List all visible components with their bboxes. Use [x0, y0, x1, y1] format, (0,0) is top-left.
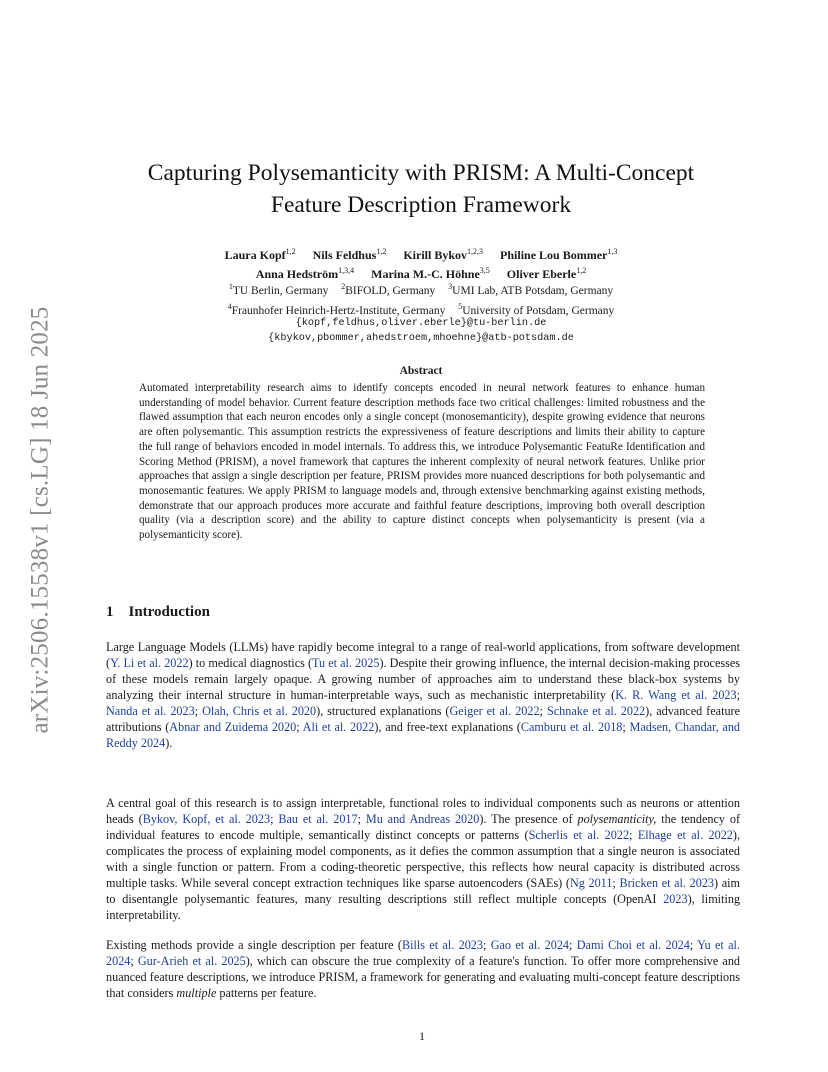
author-affiliation-marker: 3,5 [479, 266, 490, 275]
citation-link[interactable]: Gur-Arieh et al. 2025 [137, 954, 246, 968]
paragraph-text: ; [629, 828, 638, 842]
paragraph-text: the tendency of individual features to encode multiple, semantically distinct concepts or patterns ( [106, 812, 740, 842]
paragraph-text: ), complicates the process of explaining model components, as it defies the common assumption that a single neuron is associated with a single function or pattern. From a coding-theoretic perspective, this reflects how neural capacity is distributed across multiple tasks. While several concept extraction techniques like sparse autoencoders (SAEs) ( [106, 828, 741, 890]
paragraph-text: ). The presence of [479, 812, 578, 826]
paragraph-text: ), which can obscure the true complexity of a feature's function. To offer more comprehensive and nuanced feature descriptions, we introduce PRISM, a framework for generating and evaluating multi-concept feature descriptions that considers [106, 954, 741, 1000]
paragraph-text: ) to medical diagnostics ( [188, 656, 313, 670]
paragraph-text: ; [736, 688, 740, 702]
author-affiliation-marker: 1,3 [607, 247, 618, 256]
paragraph-text: ; [482, 938, 491, 952]
author-affiliation-marker: 1,3,4 [338, 266, 355, 275]
citation-link[interactable]: Olah, Chris et al. 2020 [202, 704, 317, 718]
author-name: Oliver Eberle [506, 267, 577, 281]
paper-title-line-2: Feature Description Framework [270, 192, 572, 218]
paragraph-text: ; [357, 812, 366, 826]
paragraph-text: ; [130, 954, 138, 968]
author-affiliation-marker: 1,2 [285, 247, 296, 256]
abstract-text: Automated interpretability research aims to identify concepts encoded in neural network features to enhance human understanding of model behavior. Current feature description methods face two critical challenges: limited robustness and the flawed assumption that each neuron encodes only a single concept (monosemanticity), despite growing evidence that neurons are often polysemantic. This assumption restricts the expressiveness of feature descriptions and limits their ability to capture the full range of behaviors encoded in model internals. To address this, we introduce Polysemantic FeatuRe Identification and Scoring Method (PRISM), a novel framework that captures the inherent complexity of neural network features. Unlike prior approaches that assign a single description per feature, PRISM provides more nuanced descriptions for both polysemantic and monosemantic features. We apply PRISM to language models and, through extensive benchmarking against existing methods, demonstrate that our approach produces more accurate and faithful feature descriptions, improving both overall description quality (via a description score) and the ability to capture distinct concepts when polysemanticity is present (via a polysemanticity score). [139, 382, 705, 542]
affiliation-name: BIFOLD, Germany [345, 284, 436, 297]
citation-link[interactable]: Bau et al. 2017 [278, 812, 358, 826]
citation-link[interactable]: Ali et al. 2022 [302, 720, 375, 734]
citation-link[interactable]: Ng 2011 [569, 876, 613, 890]
citation-link[interactable]: Scherlis et al. 2022 [528, 828, 630, 842]
citation-link[interactable]: Madsen, Chandar, and Reddy 2024 [106, 720, 741, 750]
citation-link[interactable]: Yu et al. 2024 [106, 938, 740, 968]
body-paragraph [106, 937, 740, 1001]
paragraph-text: ; [194, 704, 203, 718]
affiliation-marker: 1 [228, 282, 233, 291]
author-name: Anna Hedström [255, 267, 339, 281]
citation-link[interactable]: Elhage et al. 2022 [637, 828, 733, 842]
author-name: Philine Lou Bommer [500, 248, 608, 262]
affiliation-name: Fraunhofer Heinrich-Hertz-Institute, Germany [231, 304, 446, 317]
citation-link[interactable]: Gao et al. 2024 [490, 938, 570, 952]
affiliation [341, 282, 436, 297]
paragraph-text: ; [569, 938, 577, 952]
affiliation-list [110, 279, 732, 319]
author-affiliation-marker: 1,2,3 [467, 247, 484, 256]
emphasized-text: multiple [176, 986, 217, 1000]
author-name: Kirill Bykov [403, 248, 468, 262]
citation-link[interactable]: Dami Choi et al. 2024 [576, 938, 690, 952]
body-paragraph [106, 639, 740, 751]
paragraph-text: ), advanced feature attributions ( [106, 704, 741, 734]
email-atb-potsdam: {kbykov,pbommer,ahedstroem,mhoehne}@atb-potsdam.de [268, 333, 574, 344]
author-affiliation-marker: 1,2 [576, 266, 587, 275]
email-list [110, 316, 732, 346]
email-tu-berlin: {kopf,feldhus,oliver.eberle}@tu-berlin.de [295, 318, 547, 329]
section-number: 1 [106, 604, 114, 620]
author-name: Nils Feldhus [312, 248, 377, 262]
citation-link[interactable]: Schnake et al. 2022 [546, 704, 646, 718]
paragraph-text: ; [622, 720, 630, 734]
affiliation-marker: 2 [341, 282, 346, 291]
affiliation-name: UMI Lab, ATB Potsdam, Germany [452, 284, 614, 297]
paragraph-text: ). Despite their growing influence, the internal decision-making processes of these models remain largely opaque. A growing number of approaches aim to understand these black-box systems by analyzing their internal structure in human-interpretable ways, such as mechanistic interpretability ( [106, 656, 740, 702]
citation-link[interactable]: K. R. Wang et al. 2023 [615, 688, 737, 702]
affiliation [458, 301, 615, 317]
affiliation-marker: 3 [448, 282, 453, 291]
citation-link[interactable]: Mu and Andreas 2020 [365, 812, 480, 826]
section-heading [106, 604, 210, 621]
paragraph-text: ; [296, 720, 303, 734]
author-name: Laura Kopf [224, 248, 286, 262]
page-number: 1 [419, 1029, 425, 1043]
paragraph-text: ), limiting interpretability. [106, 892, 741, 922]
paragraph-text: A central goal of this research is to assign interpretable, functional roles to individual components such as neurons or attention heads ( [106, 796, 740, 826]
citation-link[interactable]: Bricken et al. 2023 [619, 876, 715, 890]
body-paragraph [106, 795, 740, 923]
emphasized-text: polysemanticity, [577, 812, 657, 826]
citation-link[interactable]: Tu et al. 2025 [312, 656, 380, 670]
paragraph-text: ; [539, 704, 547, 718]
affiliation-name: University of Potsdam, Germany [462, 304, 615, 317]
arxiv-identifier [22, 300, 58, 740]
paragraph-text: ; [612, 876, 620, 890]
author [500, 248, 617, 262]
citation-link[interactable]: Y. Li et al. 2022 [110, 656, 189, 670]
citation-link[interactable]: Abnar and Zuidema 2020 [169, 720, 297, 734]
affiliation [448, 282, 614, 297]
paragraph-text: ; [689, 938, 698, 952]
paragraph-text: ) aim to disentangle polysemantic features, many resulting descriptions still reflect multiple concepts (OpenAI [106, 876, 740, 906]
paper-title-line-1: Capturing Polysemanticity with PRISM: A Multi-Concept [147, 160, 695, 186]
paper-title [90, 157, 752, 221]
paragraph-text: ), structured explanations ( [316, 704, 450, 718]
author-name: Marina M.-C. Höhne [371, 267, 480, 281]
citation-link[interactable]: Bykov, Kopf, et al. 2023 [142, 812, 271, 826]
affiliation-line-1 [110, 279, 732, 299]
paragraph-text: Existing methods provide a single description per feature ( [106, 938, 402, 952]
author [313, 248, 387, 262]
citation-link[interactable]: 2023 [663, 892, 688, 906]
abstract-heading: Abstract [399, 365, 443, 377]
citation-link[interactable]: Camburu et al. 2018 [520, 720, 623, 734]
citation-link[interactable]: Geiger et al. 2022 [449, 704, 540, 718]
paragraph-text: Large Language Models (LLMs) have rapidly become integral to a range of real-world applications, from software development ( [106, 640, 740, 670]
author [403, 248, 483, 262]
affiliation [228, 282, 329, 297]
section-title: Introduction [128, 604, 210, 620]
citation-link[interactable]: Bills et al. 2023 [401, 938, 483, 952]
citation-link[interactable]: Nanda et al. 2023 [106, 704, 195, 718]
affiliation-marker: 5 [458, 301, 463, 311]
author-list [110, 244, 732, 282]
paragraph-text: patterns per feature. [216, 986, 317, 1000]
arxiv-identifier-text: arXiv:2506.15538v1 [cs.LG] 18 Jun 2025 [26, 306, 53, 734]
paragraph-text: ), and free-text explanations ( [374, 720, 521, 734]
affiliation [227, 301, 446, 317]
author [225, 248, 296, 262]
affiliation-marker: 4 [227, 301, 232, 311]
affiliation-name: TU Berlin, Germany [232, 284, 329, 297]
author-line-1 [110, 244, 732, 263]
paragraph-text: ; [270, 812, 279, 826]
paragraph-text: ). [165, 736, 173, 750]
author-affiliation-marker: 1,2 [376, 247, 387, 256]
